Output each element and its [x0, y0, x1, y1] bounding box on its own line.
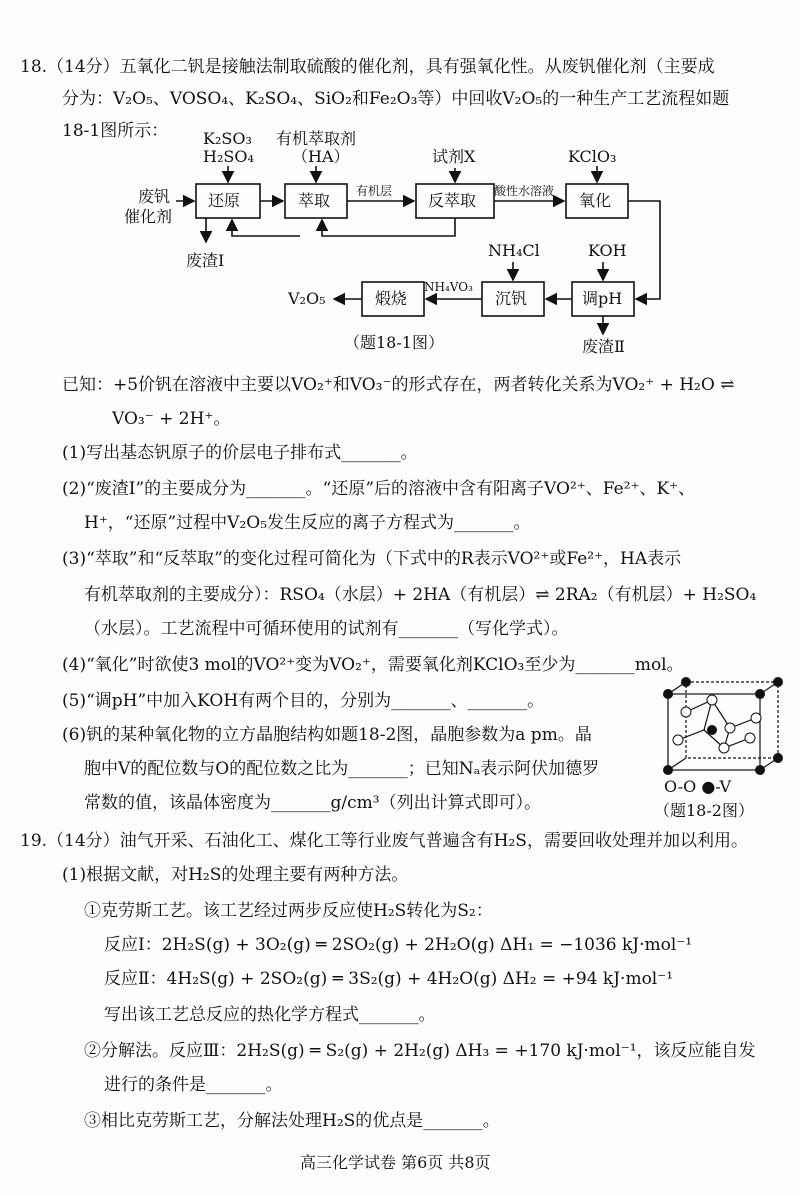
q19-method2-line2: 进行的条件是_______。 [104, 1075, 283, 1095]
q19-method3: ③相比克劳斯工艺，分解法处理H₂S的优点是_______。 [84, 1111, 500, 1131]
flow-reagent-kclo3: KClO₃ [568, 147, 617, 166]
crystal-legend: O-O ●-V [664, 777, 732, 796]
q18-known-line2: VO₃⁻ + 2H⁺。 [112, 409, 231, 429]
q18-part1: (1)写出基态钒原子的价层电子排布式_______。 [62, 443, 418, 463]
flow-reagent-koh: KOH [588, 241, 627, 260]
flow-raw-2: 催化剂 [124, 207, 173, 226]
q19-title: 19.（14分）油气开采、石油化工、煤化工等行业废气普遍含有H₂S，需要回收处理并加以利用。 [20, 831, 748, 851]
box-precip-label: 沉钒 [495, 289, 528, 308]
q18-part6-line1: (6)钒的某种氧化物的立方晶胞结构如题18-2图，晶胞参数为a pm。晶 [62, 725, 592, 745]
crystal-atoms [663, 677, 783, 775]
q19-reaction2: 反应Ⅱ：4H₂S(g) + 2SO₂(g) ═ 3S₂(g) + 4H₂O(g) ΔH₂ = +94 kJ·mol⁻¹ [104, 969, 674, 989]
q18-intro-line3: 18-1图所示： [62, 121, 169, 141]
flow-reagent-k2so3: K₂SO₃ [203, 129, 252, 148]
box-oxidize-label: 氧化 [579, 191, 612, 210]
flow-product-v2o5: V₂O₅ [288, 289, 326, 308]
box-calcine-label: 煅烧 [375, 289, 408, 308]
edge-aqueous-label: 酸性水溶液 [494, 184, 555, 198]
flow-caption: （题18-1图） [344, 333, 444, 352]
q19-reaction1: 反应Ⅰ：2H₂S(g) + 3O₂(g) ═ 2SO₂(g) + 2H₂O(g) ΔH₁ = −1036 kJ·mol⁻¹ [104, 935, 693, 955]
q18-part2-line1: (2)“废渣Ⅰ”的主要成分为_______。“还原”后的溶液中含有阳离子VO²⁺、Fe²⁺、K⁺、 [62, 479, 696, 499]
q18-part6-line3: 常数的值，该晶体密度为_______g/cm³（列出计算式即可）。 [84, 793, 542, 813]
box-ph-label: 调pH [582, 289, 623, 308]
q18-part6-line2: 胞中V的配位数与O的配位数之比为_______；已知Nₐ表示阿伏加德罗 [84, 759, 600, 779]
q18-known-line1: 已知：+5价钒在溶液中主要以VO₂⁺和VO₃⁻的形式存在，两者转化关系为VO₂⁺ + H₂O ⇌ [62, 375, 735, 395]
flow-reagent-ha: （HA） [292, 147, 350, 166]
q19-method2-line1: ②分解法。反应Ⅲ：2H₂S(g) ═ S₂(g) + 2H₂(g) ΔH₃ = +170 kJ·mol⁻¹，该反应能自发 [84, 1041, 756, 1061]
q18-part3-line3: （水层）。工艺流程中可循环使用的试剂有_______（写化学式）。 [84, 619, 569, 639]
q18-part3-line1: (3)“萃取”和“反萃取”的变化过程可简化为（下式中的R表示VO²⁺或Fe²⁺，HA表示 [62, 549, 682, 569]
q18-part2-line2: H⁺，“还原”过程中V₂O₅发生反应的离子方程式为_______。 [84, 513, 531, 533]
edge-nh4vo3-label: NH₄VO₃ [424, 280, 473, 294]
q18-intro-line1: 18.（14分）五氧化二钒是接触法制取硫酸的催化剂，具有强氧化性。从废钒催化剂（主要成 [20, 57, 715, 77]
q18-part4: (4)“氧化”时欲使3 mol的VO²⁺变为VO₂⁺，需要氧化剂KClO₃至少为_______mol。 [62, 655, 684, 675]
q19-overall-prompt: 写出该工艺总反应的热化学方程式_______。 [104, 1005, 436, 1025]
box-extract-label: 萃取 [298, 191, 331, 210]
flow-raw-1: 废钒 [138, 187, 171, 206]
q18-intro-line2: 分为：V₂O₅、VOSO₄、K₂SO₄、SiO₂和Fe₂O₃等）中回收V₂O₅的一种生产工艺流程如题 [62, 89, 730, 109]
flow-waste2: 废渣Ⅱ [582, 337, 625, 356]
box-back-label: 反萃取 [428, 191, 477, 210]
box-reduce-label: 还原 [208, 191, 241, 210]
flow-reagent-nh4cl: NH₄Cl [488, 241, 540, 260]
q18-part5: (5)“调pH”中加入KOH有两个目的，分别为_______、_______。 [62, 691, 545, 711]
flow-waste1: 废渣Ⅰ [186, 251, 225, 270]
q18-part3-line2: 有机萃取剂的主要成分）：RSO₄（水层）+ 2HA（有机层）⇌ 2RA₂（有机层）+ H₂SO₄ [84, 585, 757, 605]
q19-method1: ①克劳斯工艺。该工艺经过两步反应使H₂S转化为S₂： [84, 901, 493, 921]
flow-reagent-h2so4: H₂SO₄ [203, 147, 254, 166]
crystal-caption: （题18-2图） [654, 801, 754, 820]
edge-organic-label: 有机层 [356, 184, 393, 198]
flow-reagent-organic: 有机萃取剂 [276, 129, 357, 148]
q19-part1: (1)根据文献，对H₂S的处理主要有两种方法。 [62, 865, 409, 885]
flow-reagent-x: 试剂X [432, 147, 476, 166]
page-footer: 高三化学试卷 第6页 共8页 [300, 1153, 491, 1172]
